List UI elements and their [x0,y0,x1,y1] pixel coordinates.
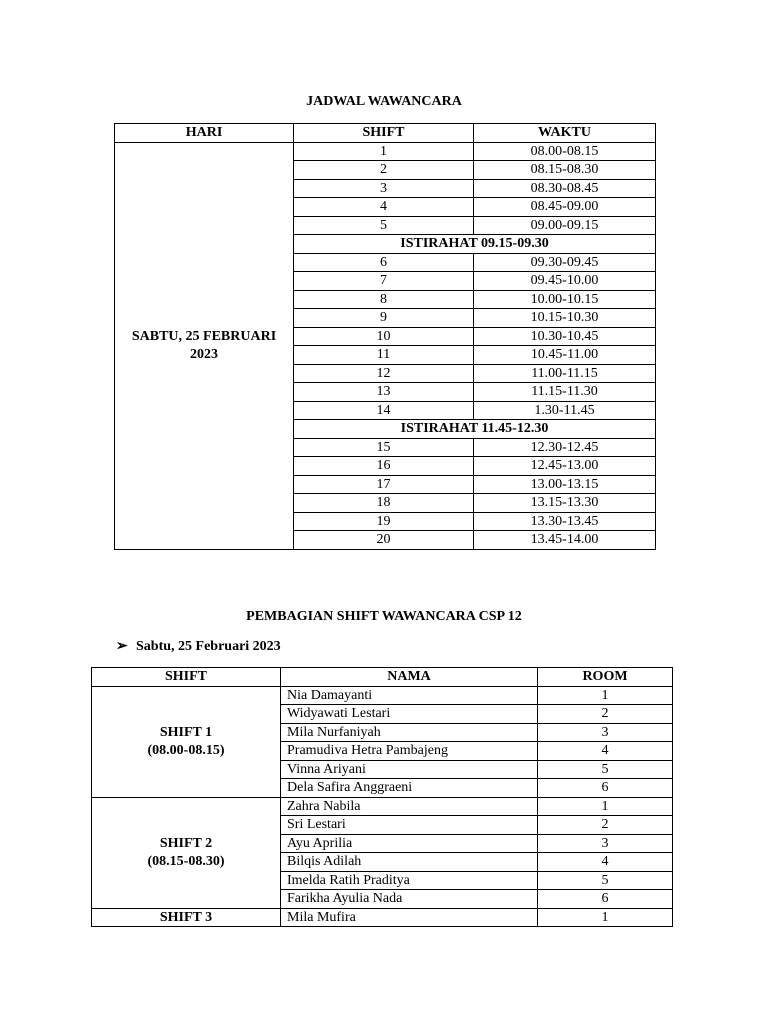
arrow-bullet-icon: ➢ [116,639,128,654]
member-name: Imelda Ratih Praditya [281,871,538,890]
time-range: 12.30-12.45 [474,438,656,457]
member-name: Pramudiva Hetra Pambajeng [281,742,538,761]
member-room: 5 [538,760,673,779]
break-label: ISTIRAHAT 11.45-12.30 [294,420,656,439]
member-room: 1 [538,797,673,816]
member-row [92,797,673,816]
time-range: 13.15-13.30 [474,494,656,513]
shift-group-cell [92,686,281,797]
shift-number: 16 [294,457,474,476]
time-range: 08.00-08.15 [474,142,656,161]
member-room: 1 [538,908,673,927]
shift-number: 19 [294,512,474,531]
member-name: Farikha Ayulia Nada [281,890,538,909]
member-room: 3 [538,834,673,853]
member-row [92,686,673,705]
time-range: 09.45-10.00 [474,272,656,291]
shift-number: 10 [294,327,474,346]
member-room: 4 [538,742,673,761]
schedule-header-row [115,124,656,143]
shift-number: 13 [294,383,474,402]
division-body [92,686,673,927]
division-title: PEMBAGIAN SHIFT WAWANCARA CSP 12 [246,609,522,624]
member-room: 1 [538,686,673,705]
schedule-row [115,142,656,161]
member-name: Sri Lestari [281,816,538,835]
member-name: Mila Mufira [281,908,538,927]
shift-number: 14 [294,401,474,420]
header-shift: SHIFT [92,668,281,687]
header-shift: SHIFT [294,124,474,143]
time-range: 1.30-11.45 [474,401,656,420]
division-table [91,667,673,927]
member-row [92,908,673,927]
member-room: 3 [538,723,673,742]
shift-number: 1 [294,142,474,161]
day-cell [115,142,294,549]
shift-number: 2 [294,161,474,180]
time-range: 09.30-09.45 [474,253,656,272]
time-range: 10.30-10.45 [474,327,656,346]
time-range: 10.15-10.30 [474,309,656,328]
time-range: 08.30-08.45 [474,179,656,198]
shift-number: 5 [294,216,474,235]
header-nama: NAMA [281,668,538,687]
shift-number: 7 [294,272,474,291]
shift-number: 15 [294,438,474,457]
shift-group-time: (08.15-08.30) [147,853,225,869]
time-range: 13.30-13.45 [474,512,656,531]
time-range: 11.15-11.30 [474,383,656,402]
day-label-line1: SABTU, 25 FEBRUARI [131,329,277,344]
shift-number: 8 [294,290,474,309]
member-room: 2 [538,705,673,724]
time-range: 08.15-08.30 [474,161,656,180]
member-name: Nia Damayanti [281,686,538,705]
shift-group-label: SHIFT 2 [159,836,213,851]
schedule-table [114,123,656,550]
member-name: Dela Safira Anggraeni [281,779,538,798]
shift-group-cell [92,797,281,908]
shift-number: 12 [294,364,474,383]
date-bullet [116,638,281,655]
division-date: Sabtu, 25 Februari 2023 [136,639,281,654]
shift-number: 17 [294,475,474,494]
shift-group-cell [92,908,281,927]
schedule-title: JADWAL WAWANCARA [306,94,462,109]
time-range: 12.45-13.00 [474,457,656,476]
member-room: 6 [538,779,673,798]
header-room: ROOM [538,668,673,687]
time-range: 08.45-09.00 [474,198,656,217]
shift-number: 11 [294,346,474,365]
member-name: Vinna Ariyani [281,760,538,779]
member-room: 4 [538,853,673,872]
shift-group-label: SHIFT 1 [159,725,213,740]
member-name: Mila Nurfaniyah [281,723,538,742]
member-name: Zahra Nabila [281,797,538,816]
shift-group-time: (08.00-08.15) [147,742,225,758]
shift-number: 20 [294,531,474,550]
day-label-line2: 2023 [190,346,218,362]
time-range: 11.00-11.15 [474,364,656,383]
shift-number: 3 [294,179,474,198]
time-range: 09.00-09.15 [474,216,656,235]
member-name: Ayu Aprilia [281,834,538,853]
shift-number: 9 [294,309,474,328]
shift-number: 4 [294,198,474,217]
time-range: 10.00-10.15 [474,290,656,309]
member-room: 5 [538,871,673,890]
header-hari: HARI [115,124,294,143]
break-label: ISTIRAHAT 09.15-09.30 [294,235,656,254]
member-room: 6 [538,890,673,909]
time-range: 13.45-14.00 [474,531,656,550]
shift-number: 6 [294,253,474,272]
shift-group-label: SHIFT 3 [159,909,213,925]
time-range: 10.45-11.00 [474,346,656,365]
schedule-body [115,142,656,549]
member-room: 2 [538,816,673,835]
shift-number: 18 [294,494,474,513]
time-range: 13.00-13.15 [474,475,656,494]
header-waktu: WAKTU [474,124,656,143]
member-name: Bilqis Adilah [281,853,538,872]
division-header-row [92,668,673,687]
member-name: Widyawati Lestari [281,705,538,724]
